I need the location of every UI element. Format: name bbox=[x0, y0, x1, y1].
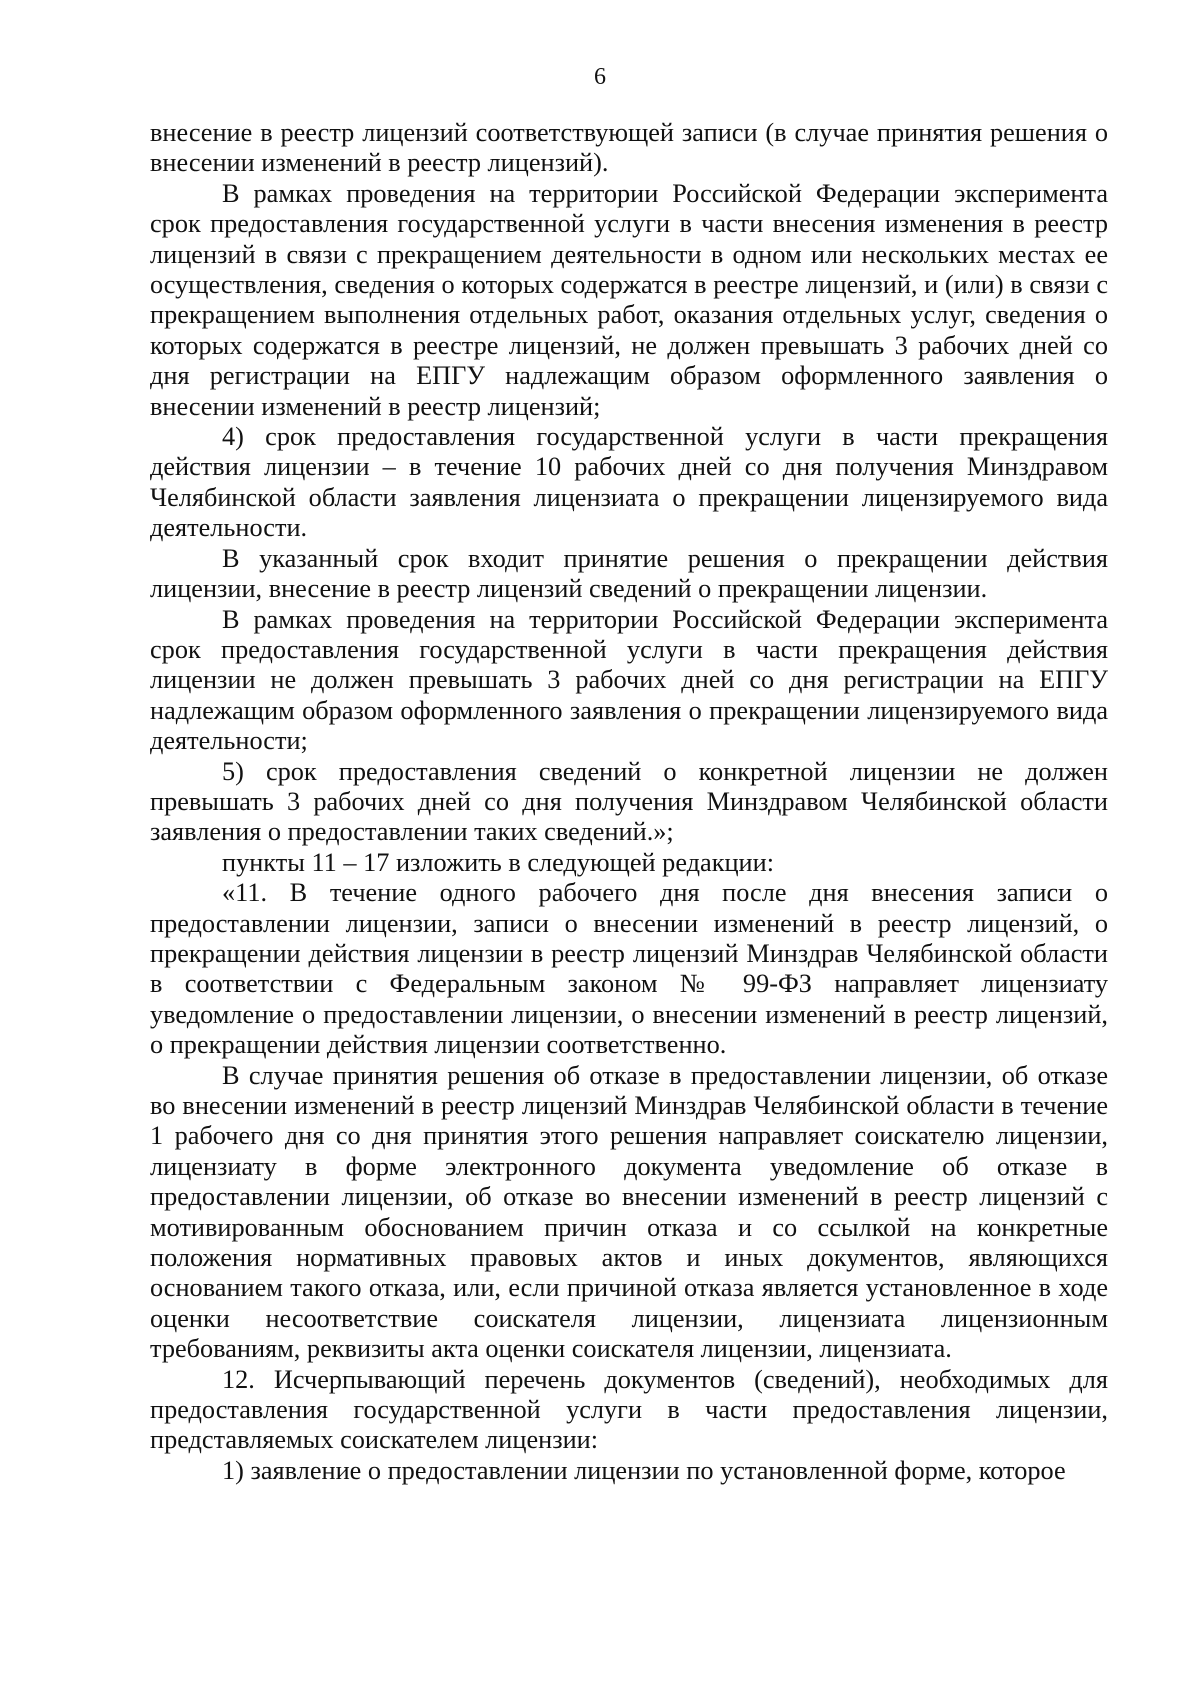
paragraph: В указанный срок входит принятие решения о прекращении действия лицензии, внесение в реестр лицензий сведений о прекращении лицензии. bbox=[150, 543, 1108, 604]
paragraph: В случае принятия решения об отказе в предоставлении лицензии, об отказе во внесении изменений в реестр лицензий Минздрав Челябинской области в течение 1 рабочего дня со дня принятия этого решения направляет соискателю лицензии, лицензиату в форме электронного документа уведомление об отказе в предоставлении лицензии, об отказе во внесении изменений в реестр лицензий с мотивированным обоснованием причин отказа и со ссылкой на конкретные положения нормативных правовых актов и иных документов, являющихся основанием такого отказа, или, если причиной отказа является установленное в ходе оценки несоответствие соискателя лицензии, лицензиата лицензионным требованиям, реквизиты акта оценки соискателя лицензии, лицензиата. bbox=[150, 1060, 1108, 1364]
paragraph: 5) срок предоставления сведений о конкретной лицензии не должен превышать 3 рабочих дней со дня получения Минздравом Челябинской области заявления о предоставлении таких сведений.»; bbox=[150, 756, 1108, 847]
paragraph: внесение в реестр лицензий соответствующей записи (в случае принятия решения о внесении изменений в реестр лицензий). bbox=[150, 118, 1108, 178]
paragraph: В рамках проведения на территории Российской Федерации эксперимента срок предоставления государственной услуги в части внесения изменения в реестр лицензий в связи с прекращением деятельности в одном или нескольких местах ее осуществления, сведения о которых содержатся в реестре лицензий, и (или) в связи с прекращением выполнения отдельных работ, оказания отдельных услуг, сведения о которых содержатся в реестре лицензий, не должен превышать 3 рабочих дней со дня регистрации на ЕПГУ надлежащим образом оформленного заявления о внесении изменений в реестр лицензий; bbox=[150, 178, 1108, 421]
paragraph: 12. Исчерпывающий перечень документов (сведений), необходимых для предоставления государственной услуги в части предоставления лицензии, представляемых соискателем лицензии: bbox=[150, 1364, 1108, 1455]
paragraph: 1) заявление о предоставлении лицензии по установленной форме, которое bbox=[222, 1455, 1066, 1485]
document-body bbox=[150, 118, 1108, 1486]
paragraph: 4) срок предоставления государственной услуги в части прекращения действия лицензии – в течение 10 рабочих дней со дня получения Минздравом Челябинской области заявления лицензиата о прекращении лицензируемого вида деятельности. bbox=[150, 422, 1108, 543]
page-number: 6 bbox=[594, 64, 606, 90]
paragraph: «11. В течение одного рабочего дня после дня внесения записи о предоставлении лицензии, записи о внесении изменений в реестр лицензий, о прекращении действия лицензии в реестр лицензий Минздрав Челябинской области в соответствии с Федеральным законом № 99-ФЗ направляет лицензиату уведомление о предоставлении лицензии, о внесении изменений в реестр лицензий, о прекращении действия лицензии соответственно. bbox=[150, 878, 1108, 1060]
paragraph: пункты 11 – 17 изложить в следующей редакции: bbox=[222, 847, 775, 877]
paragraph: В рамках проведения на территории Российской Федерации эксперимента срок предоставления государственной услуги в части прекращения действия лицензии не должен превышать 3 рабочих дней со дня регистрации на ЕПГУ надлежащим образом оформленного заявления о прекращении лицензируемого вида деятельности; bbox=[150, 604, 1108, 756]
